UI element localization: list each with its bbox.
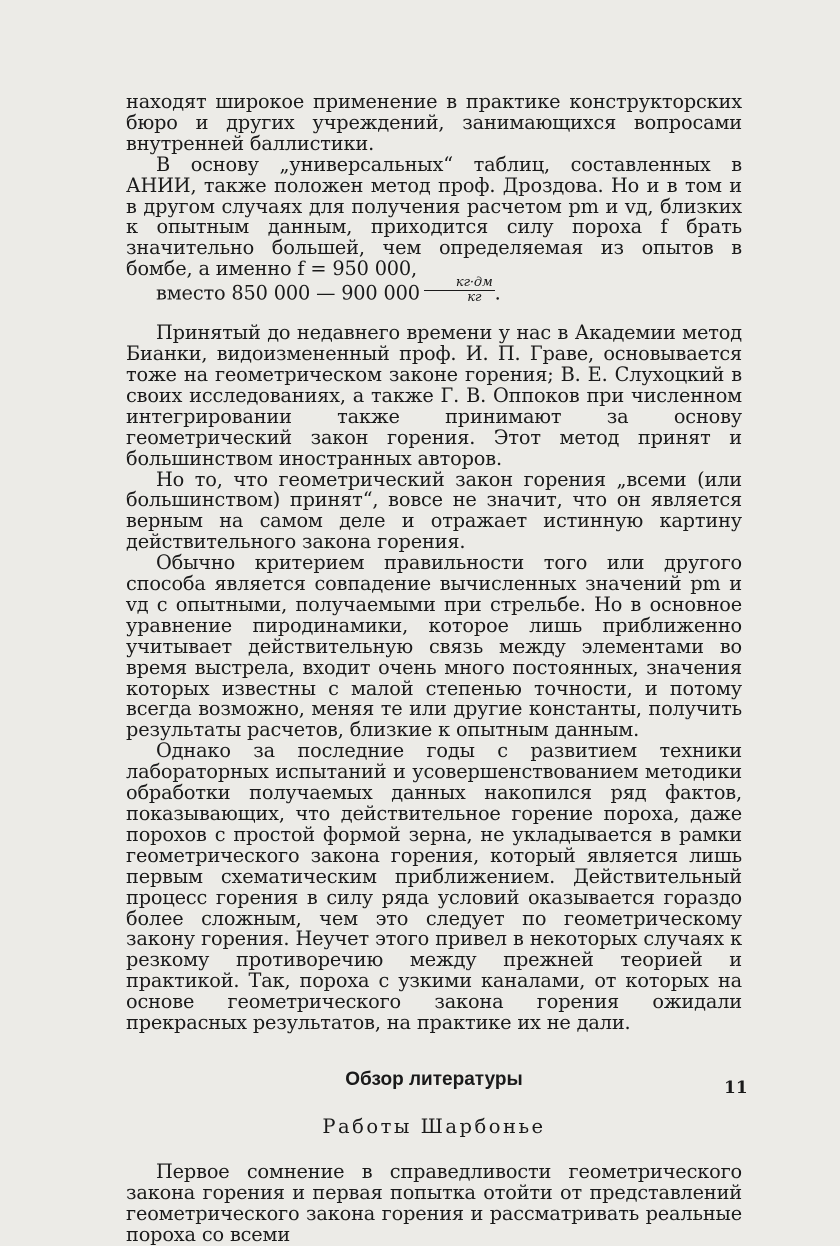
paragraph-4: Но то, что геометрический закон горения „всеми (или большинством) принят“, вовсе не значит, что он является верным на самом деле и отражает истинную картину действительного закона горения. xyxy=(126,467,742,554)
formula-line xyxy=(126,275,742,309)
formula-range: вместо 850 000 — 900 000 xyxy=(156,281,420,305)
page-body xyxy=(126,92,742,1245)
paragraph-1: находят широкое применение в практике конструкторских бюро и других учреждений, занимающихся вопросами внутренней баллистики. xyxy=(126,90,742,155)
formula-period: . xyxy=(494,281,501,305)
unit-fraction xyxy=(424,276,495,305)
page-number: 11 xyxy=(724,1078,748,1098)
subsection-heading: Работы Шарбонье xyxy=(322,1114,546,1138)
paragraph-3: Принятый до недавнего времени у нас в Академии метод Бианки, видоизмененный проф. И. П. Граве, основывается тоже на геометрическом законе горения; В. Е. Слухоцкий в своих исследованиях, а также Г. В. Оппоков при численном интегрировании также принимают за основу геометрический закон горения. Этот метод принят и большинством иностранных авторов. xyxy=(126,321,742,470)
paragraph-6: Однако за последние годы с развитием техники лабораторных испытаний и усовершенствованием методики обработки получаемых данных накопился ряд фактов, показывающих, что действительное горение пороха, даже порохов с простой формой зерна, не укладывается в рамки геометрического закона горения, который является лишь первым схематическим приближением. Действительный процесс горения в силу ряда условий оказывается гораздо более сложным, чем это следует по геометрическому закону горения. Неучет этого привел в некоторых случаях к резкому противоречию между прежней теорией и практикой. Так, пороха с узкими каналами, от которых на основе геометрического закона горения ожидали прекрасных результатов, на практике их не дали. xyxy=(126,739,742,1035)
section-heading: Обзор литературы xyxy=(345,1068,523,1090)
fraction-denominator: кг xyxy=(467,290,482,306)
paragraph-5: Обычно критерием правильности того или другого способа является совпадение вычисленных значений pm и vд с опытными, получаемыми при стрельбе. Но в основное уравнение пиродинамики, которое лишь приближенно учитывает действительную связь между элементами во время выстрела, входит очень много постоянных, значения которых известны с малой степенью точности, и потому всегда возможно, меняя те или другие константы, получить результаты расчетов, близкие к опытным данным. xyxy=(126,551,742,742)
fraction-numerator: кг·дм xyxy=(424,276,495,291)
paragraph-2-text: В основу „универсальных“ таблиц, составленных в АНИИ, также положен метод проф. Дроздова. Но и в том и в другом случаях для получения расчетом pm и vд, близких к опытным данным, приходится силу пороха f брать значительно большей, чем определяемая из опытов в бомбе, а именно f = 950 000, xyxy=(126,152,742,281)
paragraph-final: Первое сомнение в справедливости геометрического закона горения и первая попытка отойти от представлений геометрического закона горения и рассматривать реальные пороха со всеми xyxy=(126,1159,742,1246)
paragraph-2 xyxy=(126,152,742,309)
